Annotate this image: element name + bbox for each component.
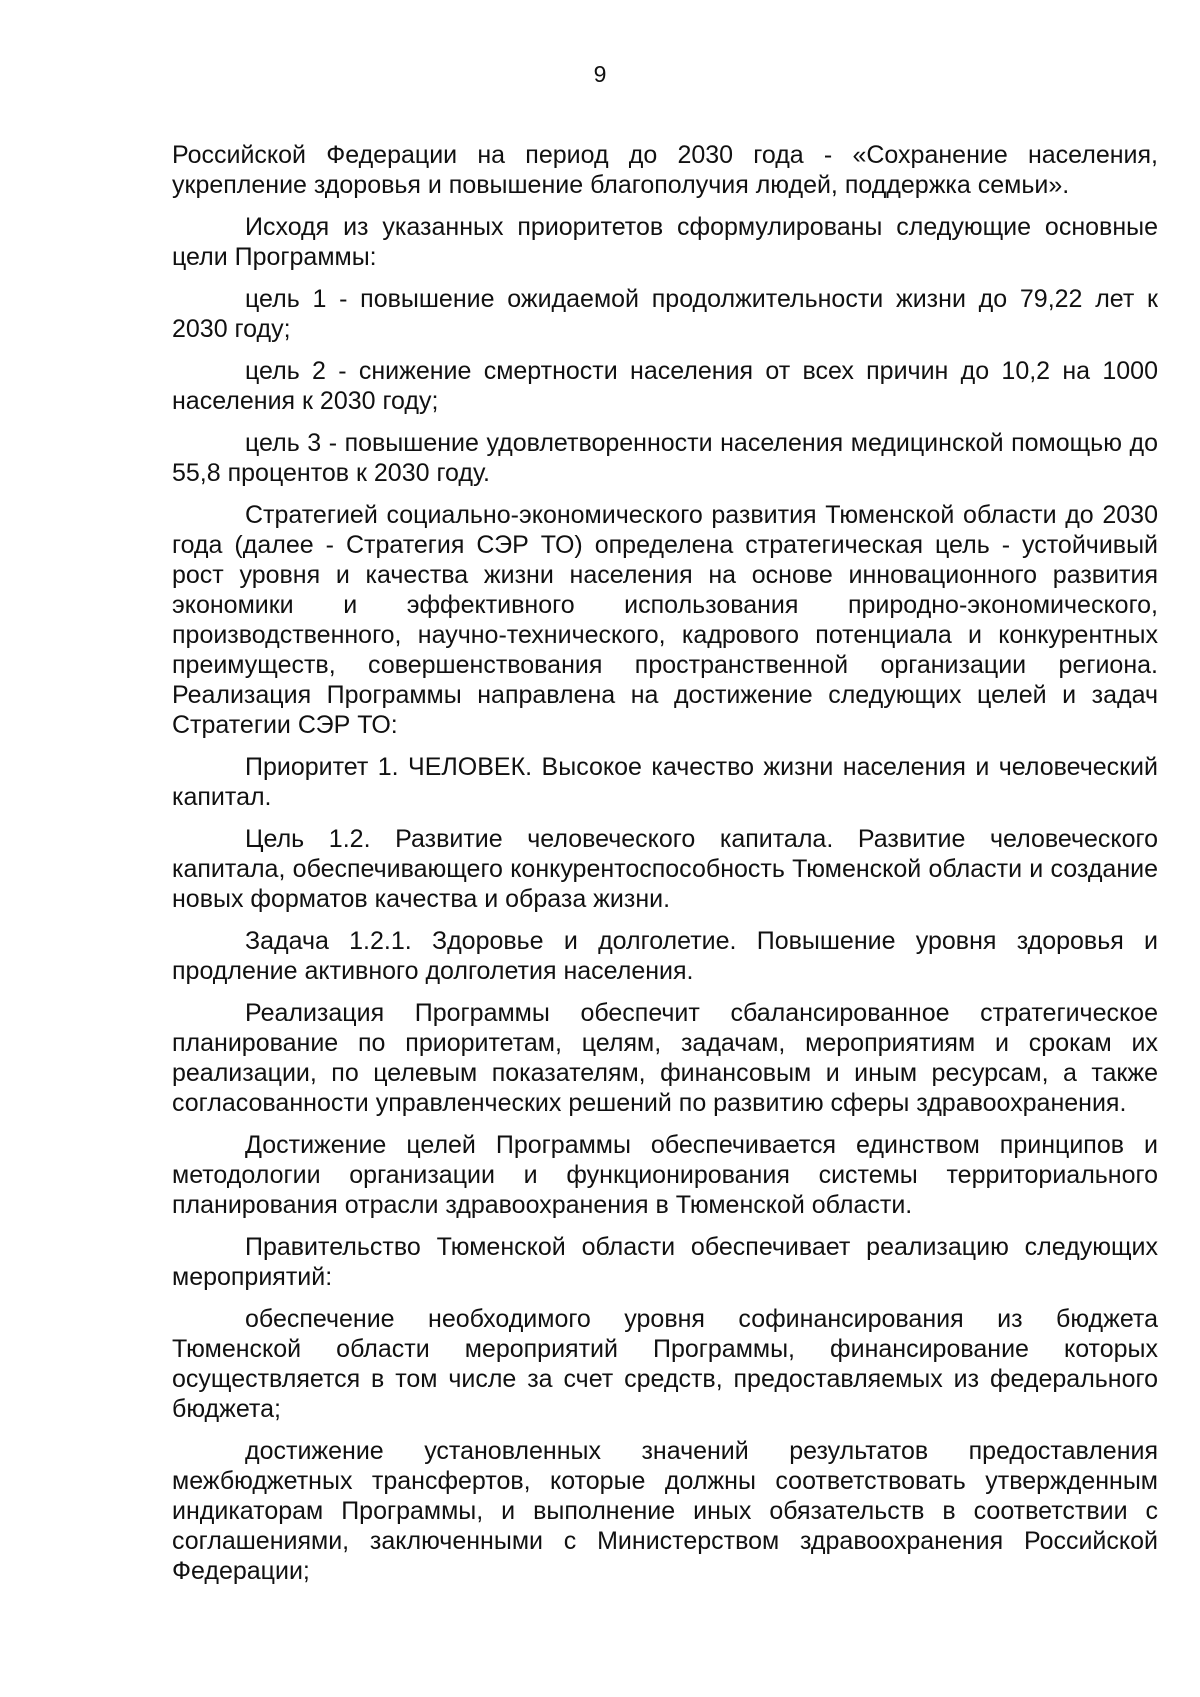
paragraph-goals-intro: Исходя из указанных приоритетов сформулированы следующие основные цели Программы: <box>172 213 1158 271</box>
page-number: 9 <box>593 61 607 87</box>
paragraph-goal-1: цель 1 - повышение ожидаемой продолжительности жизни до 79,22 лет к 2030 году; <box>172 285 1158 343</box>
paragraph-transfers: достижение установленных значений результатов предоставления межбюджетных трансфертов, которые должны соответствовать утвержденным индикаторам Программы, и выполнение иных обязательств в соответствии с соглашениями, заключенными с Министерством здравоохранения Российской Федерации; <box>172 1437 1158 1585</box>
paragraph-goal-1-2: Цель 1.2. Развитие человеческого капитала. Развитие человеческого капитала, обеспечивающего конкурентоспособность Тюменской области и создание новых форматов качества и образа жизни. <box>172 825 1158 913</box>
paragraph-planning: Реализация Программы обеспечит сбалансированное стратегическое планирование по приоритетам, целям, задачам, мероприятиям и срокам их реализации, по целевым показателям, финансовым и иным ресурсам, а также согласованности управленческих решений по развитию сферы здравоохранения. <box>172 999 1158 1117</box>
paragraph-goal-3: цель 3 - повышение удовлетворенности населения медицинской помощью до 55,8 процентов к 2030 году. <box>172 429 1158 487</box>
paragraph-government: Правительство Тюменской области обеспечивает реализацию следующих мероприятий: <box>172 1233 1158 1291</box>
paragraph-task-1-2-1: Задача 1.2.1. Здоровье и долголетие. Повышение уровня здоровья и продление активного долголетия населения. <box>172 927 1158 985</box>
paragraph-priority-1: Приоритет 1. ЧЕЛОВЕК. Высокое качество жизни населения и человеческий капитал. <box>172 753 1158 811</box>
paragraph-principles: Достижение целей Программы обеспечивается единством принципов и методологии организации и функционирования системы территориального планирования отрасли здравоохранения в Тюменской области. <box>172 1131 1158 1219</box>
document-body <box>172 140 1158 1598</box>
paragraph-cofinancing: обеспечение необходимого уровня софинансирования из бюджета Тюменской области мероприятий Программы, финансирование которых осуществляется в том числе за счет средств, предоставляемых из федерального бюджета; <box>172 1305 1158 1423</box>
paragraph-strategy: Стратегией социально-экономического развития Тюменской области до 2030 года (далее - Стратегия СЭР ТО) определена стратегическая цель - устойчивый рост уровня и качества жизни населения на основе инновационного развития экономики и эффективного использования природно-экономического, производственного, научно-технического, кадрового потенциала и конкурентных преимуществ, совершенствования пространственной организации региона. Реализация Программы направлена на достижение следующих целей и задач Стратегии СЭР ТО: <box>172 501 1158 739</box>
paragraph-goal-2: цель 2 - снижение смертности населения от всех причин до 10,2 на 1000 населения к 2030 году; <box>172 357 1158 415</box>
paragraph-continuation: Российской Федерации на период до 2030 года - «Сохранение населения, укрепление здоровья и повышение благополучия людей, поддержка семьи». <box>172 141 1158 199</box>
